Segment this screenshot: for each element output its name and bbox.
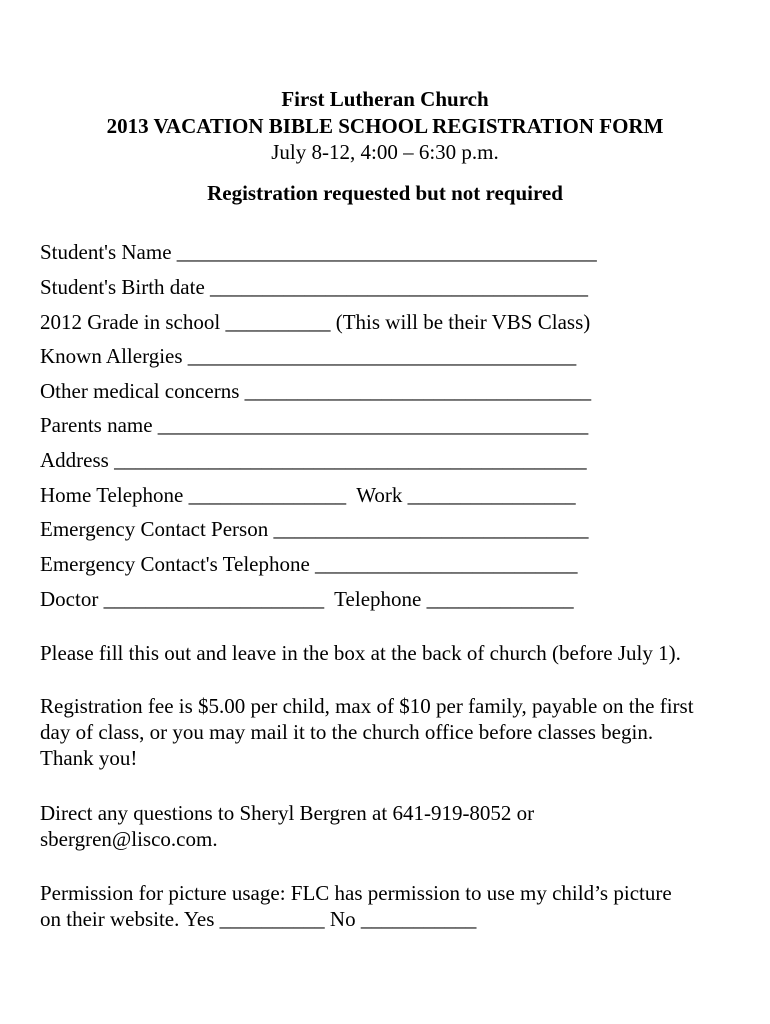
permission-line-1: Permission for picture usage: FLC has permission to use my child’s picture <box>40 881 672 905</box>
field-emergency-contact-telephone[interactable]: Emergency Contact's Telephone _________________________ <box>40 552 578 576</box>
field-parents-name[interactable]: Parents name _________________________________________ <box>40 413 589 437</box>
fee-paragraph <box>40 693 755 771</box>
fee-line-1: Registration fee is $5.00 per child, max of $10 per family, payable on the first <box>40 694 694 718</box>
event-dates: July 8-12, 4:00 – 6:30 p.m. <box>271 140 499 164</box>
field-student-birth-date[interactable]: Student's Birth date ____________________________________ <box>40 275 589 299</box>
fee-line-3: Thank you! <box>40 746 138 770</box>
field-emergency-contact-person[interactable]: Emergency Contact Person ______________________________ <box>40 517 589 541</box>
permission-paragraph <box>40 880 755 932</box>
field-other-medical-concerns[interactable]: Other medical concerns _________________________________ <box>40 379 592 403</box>
questions-line-2: sbergren@lisco.com. <box>40 827 218 851</box>
questions-line-1: Direct any questions to Sheryl Bergren at 641-919-8052 or <box>40 801 535 825</box>
instructions-text: Please fill this out and leave in the box at the back of church (before July 1). <box>40 641 681 665</box>
field-doctor-telephone[interactable]: Doctor _____________________ Telephone ______________ <box>40 587 574 611</box>
instructions-paragraph <box>40 640 755 666</box>
fee-line-2: day of class, or you may mail it to the church office before classes begin. <box>40 720 654 744</box>
field-home-work-telephone[interactable]: Home Telephone _______________ Work ________________ <box>40 483 576 507</box>
questions-paragraph <box>40 800 755 852</box>
church-name: First Lutheran Church <box>281 87 489 111</box>
registration-note: Registration requested but not required <box>207 181 563 205</box>
field-known-allergies[interactable]: Known Allergies _____________________________________ <box>40 344 577 368</box>
form-title: 2013 VACATION BIBLE SCHOOL REGISTRATION FORM <box>106 114 664 138</box>
field-student-name[interactable]: Student's Name ________________________________________ <box>40 240 597 264</box>
field-grade-in-school[interactable]: 2012 Grade in school __________ (This will be their VBS Class) <box>40 310 591 334</box>
field-address[interactable]: Address _____________________________________________ <box>40 448 587 472</box>
permission-line-2[interactable]: on their website. Yes __________ No ___________ <box>40 907 477 931</box>
